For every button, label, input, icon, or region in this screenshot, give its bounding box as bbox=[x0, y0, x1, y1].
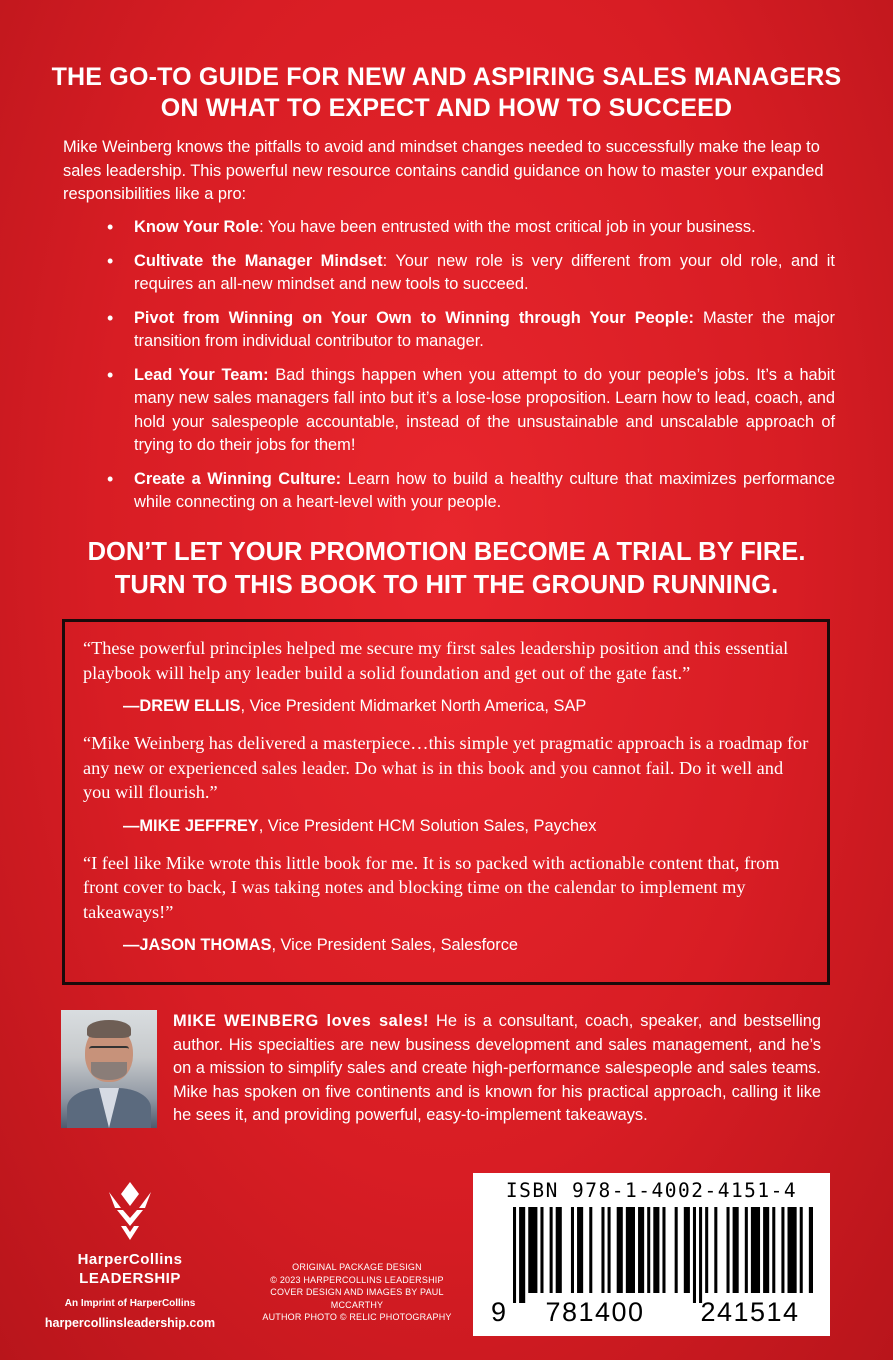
testimonial-name: —JASON THOMAS bbox=[123, 936, 272, 954]
testimonial-attribution bbox=[123, 695, 811, 717]
testimonial-quote: “Mike Weinberg has delivered a masterpiece…this simple yet pragmatic approach is a roadmap for any new or experienced sales leader. Do what is in this book and you cannot fail. Do it well and you will flourish.” bbox=[83, 733, 809, 802]
list-item bbox=[63, 307, 835, 354]
bullet-text: : You have been entrusted with the most critical job in your business. bbox=[259, 218, 756, 236]
credit-line: ORIGINAL PACKAGE DESIGN bbox=[292, 1262, 422, 1272]
bullet-title: Lead Your Team: bbox=[134, 365, 269, 384]
harpercollins-flame-icon bbox=[107, 1180, 153, 1242]
bullet-icon: • bbox=[107, 217, 114, 237]
list-item bbox=[63, 468, 835, 515]
headline-line-1: THE GO-TO GUIDE FOR NEW AND ASPIRING SALES MANAGERS bbox=[51, 63, 842, 91]
barcode-digits bbox=[491, 1297, 811, 1328]
credit-line: COVER DESIGN AND IMAGES BY PAUL MCCARTHY bbox=[270, 1287, 444, 1310]
testimonial-attribution bbox=[123, 815, 811, 837]
barcode-bar bbox=[781, 1207, 784, 1293]
bullet-text: : Your new role is very different from your old role, and it requires an all-new mindset and new tools to succeed. bbox=[134, 251, 835, 293]
barcode-group-2: 241514 bbox=[700, 1297, 800, 1327]
barcode-bar bbox=[745, 1207, 748, 1293]
author-bio-text: He is a consultant, coach, speaker, and bestselling author. His specialties are new business development and sales management, and he’s on a mission to simplify sales and create high-performance salespeople and sales teams. Mike has spoken on five continents and is known for his practical approach, calling it like he sees it, and providing powerful, easy-to-implement takeaways. bbox=[173, 1012, 822, 1124]
barcode-lead-digit: 9 bbox=[491, 1297, 508, 1327]
barcode-bar bbox=[608, 1207, 611, 1293]
publisher-logo bbox=[40, 1180, 220, 1330]
testimonial-quote: “I feel like Mike wrote this little book for me. It is so packed with actionable content that, from front cover to back, I was taking notes and blocking time on the calendar to implement my takeaways!” bbox=[83, 852, 780, 922]
barcode-bar bbox=[662, 1207, 665, 1293]
testimonial-name: —DREW ELLIS bbox=[123, 697, 241, 715]
bullet-text: Bad things happen when you attempt to do your people’s jobs. It’s a habit many new sales managers fall into but it’s a lose-lose proposition. Learn how to lead, coach, and hold your salespeople accountable, instead of the unsustainable and unscalable approach of trying to do their jobs for them! bbox=[134, 365, 835, 454]
author-bio-lead: MIKE WEINBERG loves sales! bbox=[173, 1012, 430, 1030]
barcode-bar bbox=[519, 1207, 525, 1303]
isbn-number: ISBN 978-1-4002-4151-4 bbox=[505, 1179, 798, 1202]
call-to-action bbox=[0, 536, 893, 602]
bullet-text: Master the major transition from individual contributor to manager. bbox=[134, 308, 835, 350]
barcode-bar bbox=[684, 1207, 690, 1293]
barcode-bar bbox=[733, 1207, 739, 1293]
bullet-title: Cultivate the Manager Mindset bbox=[134, 251, 383, 270]
barcode-bar bbox=[772, 1207, 775, 1293]
bullet-title: Create a Winning Culture: bbox=[134, 469, 342, 488]
barcode-bar bbox=[714, 1207, 717, 1293]
bullet-icon: • bbox=[107, 364, 114, 385]
barcode-bar bbox=[556, 1207, 562, 1293]
barcode-group-1: 781400 bbox=[545, 1297, 645, 1327]
author-photo bbox=[61, 1010, 157, 1128]
publisher-name bbox=[40, 1250, 220, 1288]
barcode-bar bbox=[540, 1207, 543, 1293]
credit-line: AUTHOR PHOTO © RELIC PHOTOGRAPHY bbox=[262, 1312, 452, 1322]
barcode-bar bbox=[601, 1207, 604, 1293]
barcode-bar bbox=[751, 1207, 760, 1293]
barcode-graphic bbox=[491, 1207, 813, 1303]
barcode-bar bbox=[617, 1207, 623, 1293]
barcode-bar bbox=[528, 1207, 537, 1293]
bullet-title: Pivot from Winning on Your Own to Winning through Your People: bbox=[134, 308, 694, 327]
list-item bbox=[63, 364, 835, 458]
publisher-name-line-2: LEADERSHIP bbox=[79, 1270, 181, 1287]
barcode-bar bbox=[550, 1207, 553, 1293]
barcode-bar bbox=[653, 1207, 659, 1293]
author-bio bbox=[173, 1010, 821, 1128]
testimonial-attribution bbox=[123, 934, 811, 956]
barcode-bar bbox=[699, 1207, 702, 1303]
bullet-text: Learn how to build a healthy culture that maximizes performance while connecting on a heart-level with your people. bbox=[134, 469, 835, 511]
back-cover-headline bbox=[0, 62, 893, 124]
publisher-name-line-1: HarperCollins bbox=[77, 1251, 183, 1268]
bullet-icon: • bbox=[107, 307, 114, 328]
barcode-bar bbox=[589, 1207, 592, 1293]
imprint-text: An Imprint of HarperCollins bbox=[64, 1298, 196, 1309]
barcode-bar bbox=[809, 1207, 813, 1293]
barcode-bar bbox=[626, 1207, 635, 1293]
design-credits bbox=[252, 1261, 462, 1324]
barcode-bar bbox=[647, 1207, 650, 1293]
barcode-bar bbox=[693, 1207, 696, 1303]
cta-line-1: DON’T LET YOUR PROMOTION BECOME A TRIAL BY FIRE. bbox=[87, 538, 806, 566]
bullet-icon: • bbox=[107, 468, 114, 489]
list-item bbox=[63, 216, 835, 240]
intro-paragraph: Mike Weinberg knows the pitfalls to avoid and mindset changes needed to successfully make the leap to sales leadership. This powerful new resource contains candid guidance on how to master your expanded responsibilities like a pro: bbox=[63, 138, 824, 203]
barcode-bar bbox=[727, 1207, 730, 1293]
testimonial-role: , Vice President Sales, Salesforce bbox=[271, 936, 519, 954]
key-points-list bbox=[63, 216, 835, 525]
credit-line: © 2023 HARPERCOLLINS LEADERSHIP bbox=[270, 1274, 444, 1285]
barcode-bar bbox=[705, 1207, 708, 1293]
cta-line-2: TURN TO THIS BOOK TO HIT THE GROUND RUNNING. bbox=[114, 571, 779, 599]
bullet-icon: • bbox=[107, 250, 114, 271]
headline-line-2: ON WHAT TO EXPECT AND HOW TO SUCCEED bbox=[160, 94, 733, 122]
barcode-bar bbox=[788, 1207, 797, 1293]
barcode-bar bbox=[800, 1207, 803, 1293]
bullet-title: Know Your Role bbox=[134, 218, 260, 236]
list-item bbox=[63, 250, 835, 297]
testimonial-role: , Vice President Midmarket North America, SAP bbox=[240, 697, 587, 715]
testimonial-quote: “These powerful principles helped me secure my first sales leadership position and this essential playbook will help any leader build a solid foundation and get out of the gate fast.” bbox=[83, 638, 789, 683]
barcode-bar bbox=[638, 1207, 644, 1293]
publisher-website: harpercollinsleadership.com bbox=[44, 1316, 216, 1330]
barcode-bar bbox=[513, 1207, 516, 1303]
barcode-bar bbox=[577, 1207, 583, 1293]
barcode-bar bbox=[675, 1207, 678, 1293]
barcode-bar bbox=[763, 1207, 769, 1293]
testimonial-role: , Vice President HCM Solution Sales, Paychex bbox=[258, 816, 597, 835]
testimonial-name: —MIKE JEFFREY bbox=[123, 816, 259, 835]
isbn-barcode bbox=[473, 1173, 830, 1336]
testimonials-box bbox=[62, 619, 830, 985]
barcode-bar bbox=[571, 1207, 574, 1293]
